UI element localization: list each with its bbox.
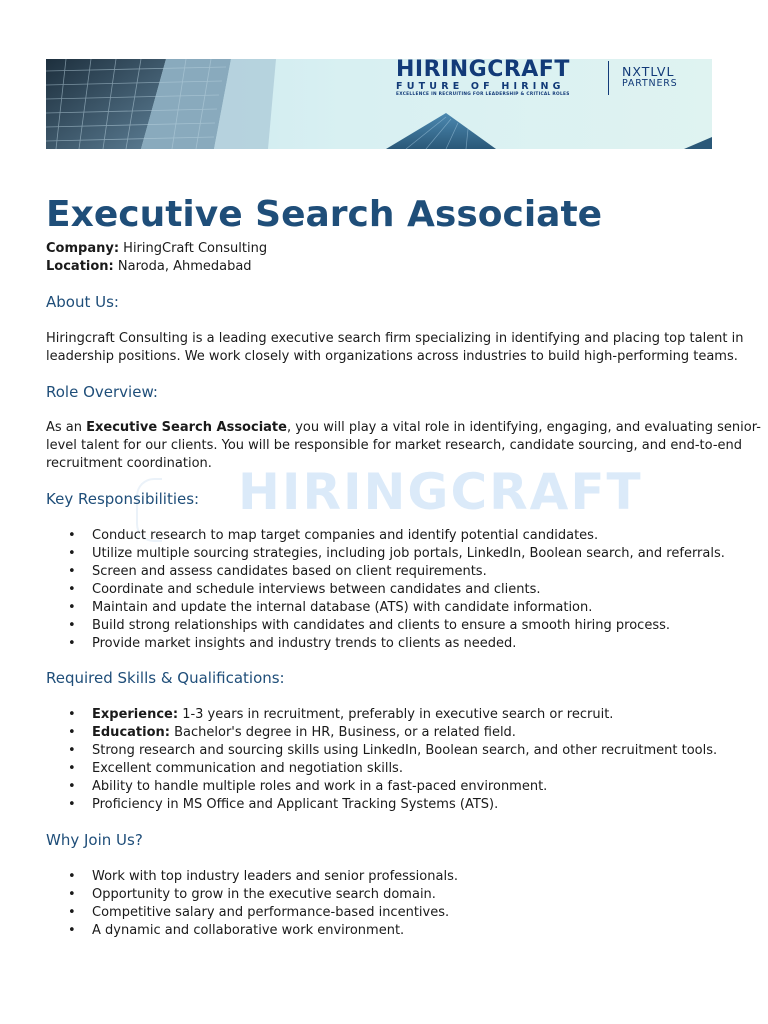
- about-line: leadership positions. We work closely with organizations across industries to build high-performing teams.: [46, 349, 738, 364]
- skills-heading: Required Skills & Qualifications:: [46, 669, 285, 687]
- role-title-bold: Executive Search Associate: [86, 420, 287, 435]
- responsibilities-list: [46, 527, 725, 653]
- skills-list: [46, 706, 717, 814]
- role-heading: Role Overview:: [46, 383, 158, 401]
- list-item: • Conduct research to map target companies and identify potential candidates.: [46, 527, 725, 545]
- role-paragraph: [46, 419, 761, 473]
- role-line: [46, 419, 761, 437]
- list-item: • Work with top industry leaders and senior professionals.: [46, 868, 458, 886]
- responsibilities-heading: Key Responsibilities:: [46, 490, 200, 508]
- watermark: HIRINGCRAFT: [238, 463, 643, 521]
- about-paragraph: [46, 330, 744, 366]
- list-item: [46, 724, 717, 742]
- company-value: HiringCraft Consulting: [123, 241, 268, 256]
- company-label: Company:: [46, 241, 120, 256]
- list-item: • Competitive salary and performance-based incentives.: [46, 904, 458, 922]
- list-item: • Ability to handle multiple roles and work in a fast-paced environment.: [46, 778, 717, 796]
- skyscraper-image: [46, 59, 712, 149]
- location-value: Naroda, Ahmedabad: [117, 259, 252, 274]
- role-suffix: , you will play a vital role in identifying, engaging, and evaluating senior-: [286, 420, 761, 435]
- list-item: • Excellent communication and negotiation skills.: [46, 760, 717, 778]
- list-item: • Strong research and sourcing skills using LinkedIn, Boolean search, and other recruitment tools.: [46, 742, 717, 760]
- brand-subtagline: EXCELLENCE IN RECRUITING FOR LEADERSHIP & CRITICAL ROLES: [396, 92, 570, 97]
- brand-tagline: FUTURE OF HIRING: [396, 81, 565, 92]
- role-prefix: As an: [46, 420, 87, 435]
- education-label: Education:: [92, 725, 170, 740]
- why-heading: Why Join Us?: [46, 831, 143, 849]
- list-item: • Utilize multiple sourcing strategies, including job portals, LinkedIn, Boolean search, and referrals.: [46, 545, 725, 563]
- nxtlvl-partners-logo: [622, 65, 677, 89]
- header-banner: [46, 59, 712, 149]
- why-list: [46, 868, 458, 940]
- about-line: Hiringcraft Consulting is a leading executive search firm specializing in identifying and placing top talent in: [46, 331, 744, 346]
- list-item: [46, 706, 717, 724]
- location-label: Location:: [46, 259, 114, 274]
- education-value: Bachelor's degree in HR, Business, or a related field.: [169, 725, 516, 740]
- partner-subname: PARTNERS: [622, 78, 678, 89]
- hiringcraft-logo: [396, 59, 596, 98]
- location-line: [46, 258, 252, 276]
- experience-label: Experience:: [92, 707, 179, 722]
- about-heading: About Us:: [46, 293, 119, 311]
- list-item: • Build strong relationships with candidates and clients to ensure a smooth hiring process.: [46, 617, 725, 635]
- list-item: • Provide market insights and industry trends to clients as needed.: [46, 635, 725, 653]
- experience-value: 1-3 years in recruitment, preferably in executive search or recruit.: [178, 707, 614, 722]
- logo-divider: [608, 61, 609, 95]
- list-item: • Screen and assess candidates based on client requirements.: [46, 563, 725, 581]
- list-item: • Proficiency in MS Office and Applicant Tracking Systems (ATS).: [46, 796, 717, 814]
- page-title: Executive Search Associate: [46, 194, 603, 235]
- list-item: • Opportunity to grow in the executive search domain.: [46, 886, 458, 904]
- list-item: • Coordinate and schedule interviews between candidates and clients.: [46, 581, 725, 599]
- role-line: level talent for our clients. You will be responsible for market research, candidate sourcing, and end-to-end: [46, 438, 743, 453]
- list-item: • Maintain and update the internal database (ATS) with candidate information.: [46, 599, 725, 617]
- partner-name: NXTLVL: [622, 64, 675, 79]
- list-item: • A dynamic and collaborative work environment.: [46, 922, 458, 940]
- role-line: recruitment coordination.: [46, 456, 212, 471]
- brand-name: HIRINGCRAFT: [396, 59, 570, 82]
- company-line: [46, 240, 267, 258]
